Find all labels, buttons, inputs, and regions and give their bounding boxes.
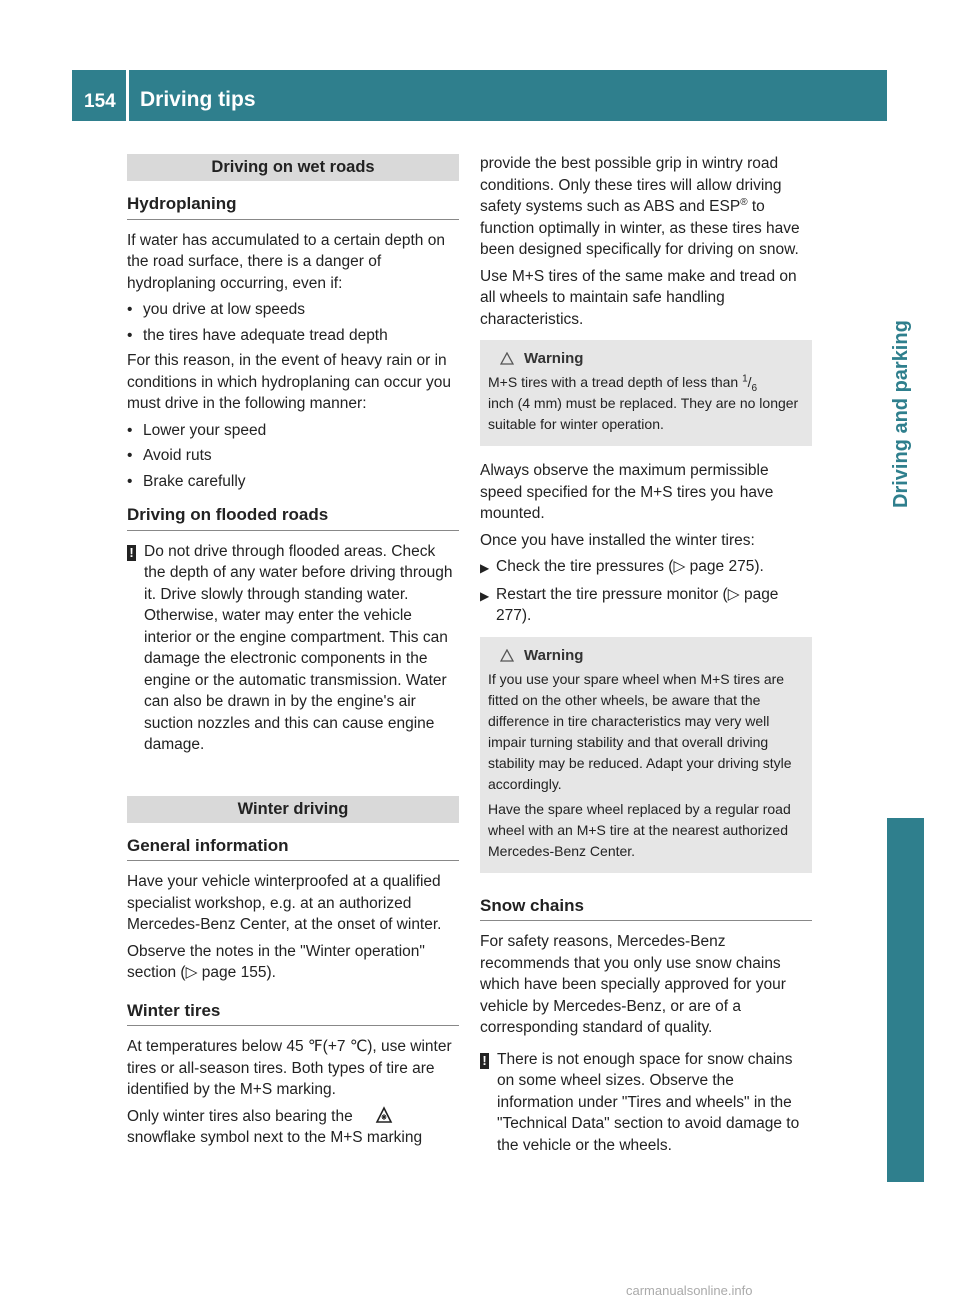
paragraph: For this reason, in the event of heavy rain or in conditions in which hydroplaning can occur you must drive in the following manner:: [127, 352, 451, 412]
list-item-text: the tires have adequate tread depth: [143, 326, 388, 344]
warning-box: [480, 340, 812, 446]
section-banner-winter-driving: Winter driving: [127, 796, 459, 823]
paragraph: If water has accumulated to a certain depth on the road surface, there is a danger of hydroplaning occurring, even if:: [127, 231, 445, 292]
header-divider: [126, 70, 129, 121]
warning-text-part: M+S tires with a tread depth of less than: [488, 374, 743, 390]
exclamation-icon: !: [127, 541, 144, 756]
warning-text-part: inch (4 mm) must be replaced. They are no longer suitable for winter operation.: [488, 395, 799, 432]
step-arrow-icon: ▶: [480, 588, 490, 603]
warning-box: [480, 637, 812, 873]
list-item-text: you drive at low speeds: [143, 301, 305, 318]
list-item: [127, 445, 459, 467]
fraction-denominator: 6: [751, 382, 758, 394]
warning-text: Have the spare wheel replaced by a regular road wheel with an M+S tire at the nearest authorized Mercedes-Benz Center.: [488, 800, 791, 859]
paragraph: Once you have installed the winter tires:: [480, 531, 755, 549]
heading-flooded-roads: Driving on flooded roads: [127, 504, 459, 531]
right-column: [480, 153, 812, 1162]
registered-mark: ®: [740, 196, 748, 208]
bullet-icon: •: [127, 326, 133, 344]
paragraph: Have your vehicle winterproofed at a qualified specialist workshop, e.g. at an authorized Mercedes-Benz Center, at the onset of winter.: [127, 873, 442, 933]
heading-snow-chains: Snow chains: [480, 895, 812, 922]
exclamation-icon: !: [480, 1049, 497, 1157]
paragraph-text: to function optimally in winter, as these tires have been designed specifically for driving on snow.: [480, 198, 800, 258]
fraction-numerator: 1: [742, 373, 748, 385]
step-text: Check the tire pressures (▷ page 275).: [496, 558, 764, 575]
bullet-icon: •: [127, 301, 133, 318]
bullet-icon: •: [127, 421, 133, 439]
caution-text: Do not drive through flooded areas. Check the depth of any water before driving through it. Drive slowly through standing water. Otherwise, water may enter the vehicle interior or the engine compartment. This can damage the electronic components in the engine or the automatic transmission. Water can also be drawn in by the engine's air suction nozzles and this can cause engine damage.: [144, 542, 453, 753]
list-item: [127, 325, 459, 347]
heading-general-information: General information: [127, 835, 459, 862]
caution-text: There is not enough space for snow chains on some wheel sizes. Observe the information under "Tires and wheels" in the "Technical Data" section to avoid damage to the vehicle or the wheels.: [497, 1050, 800, 1154]
warning-triangle-icon: [500, 352, 514, 365]
page-title: Driving tips: [140, 88, 256, 111]
paragraph-text: snowflake symbol next to the M+S marking: [127, 1129, 423, 1146]
paragraph: Use M+S tires of the same make and tread on all wheels to maintain safe handling characteristics.: [480, 267, 797, 328]
page-number: 154: [84, 91, 116, 112]
paragraph-snowflake: [127, 1106, 459, 1149]
list-item-text: Avoid ruts: [143, 447, 212, 464]
fraction-slash: /: [747, 374, 752, 390]
step-arrow-icon: ▶: [480, 561, 490, 575]
bullet-icon: •: [127, 472, 133, 490]
side-tab-block: [887, 818, 924, 1182]
side-section-label: Driving and parking: [890, 320, 912, 508]
paragraph: Observe the notes in the "Winter operation" section (▷ page 155).: [127, 942, 425, 981]
snowflake-mountain-icon: [375, 1106, 393, 1124]
caution-note: [480, 1049, 812, 1157]
warning-title: Warning: [524, 350, 584, 367]
bullet-icon: •: [127, 447, 133, 464]
list-item: [127, 420, 459, 442]
footer-watermark: carmanualsonline.info: [626, 1283, 753, 1298]
warning-header: [488, 348, 804, 369]
section-banner-wet-roads: Driving on wet roads: [127, 154, 459, 181]
warning-triangle-icon: [500, 649, 514, 662]
warning-header: [488, 645, 804, 666]
left-column: [127, 150, 459, 1154]
list-item: [127, 299, 459, 321]
paragraph: For safety reasons, Mercedes-Benz recommends that you only use snow chains which have been specially approved for your vehicle by Mercedes-Benz, or are of a corresponding standard of quality.: [480, 933, 786, 1036]
list-item: [127, 471, 459, 493]
paragraph: Always observe the maximum permissible speed specified for the M+S tires you have mounted.: [480, 462, 774, 522]
paragraph: At temperatures below 45 ℉(+7 ℃), use winter tires or all-season tires. Both types of tire are identified by the M+S marking.: [127, 1038, 452, 1098]
instruction-step: [480, 584, 812, 627]
heading-hydroplaning: Hydroplaning: [127, 193, 459, 220]
list-item-text: Brake carefully: [143, 472, 246, 490]
instruction-step: [480, 556, 812, 580]
caution-note: [127, 541, 459, 756]
heading-winter-tires: Winter tires: [127, 1000, 459, 1027]
list-item-text: Lower your speed: [143, 421, 267, 439]
warning-text: If you use your spare wheel when M+S tires are fitted on the other wheels, be aware that the difference in tire characteristics may very well impair turning stability and that overall driving stability may be reduced. Adapt your driving style accordingly.: [488, 670, 792, 792]
step-text: Restart the tire pressure monitor (▷ page 277).: [496, 585, 779, 624]
paragraph: [480, 153, 812, 261]
paragraph-text: provide the best possible grip in wintry road conditions. Only these tires will allow driving safety systems such as ABS and ESP: [480, 155, 782, 215]
warning-title: Warning: [524, 646, 584, 664]
paragraph-text: Only winter tires also bearing the: [127, 1107, 353, 1125]
warning-text: [488, 372, 804, 435]
